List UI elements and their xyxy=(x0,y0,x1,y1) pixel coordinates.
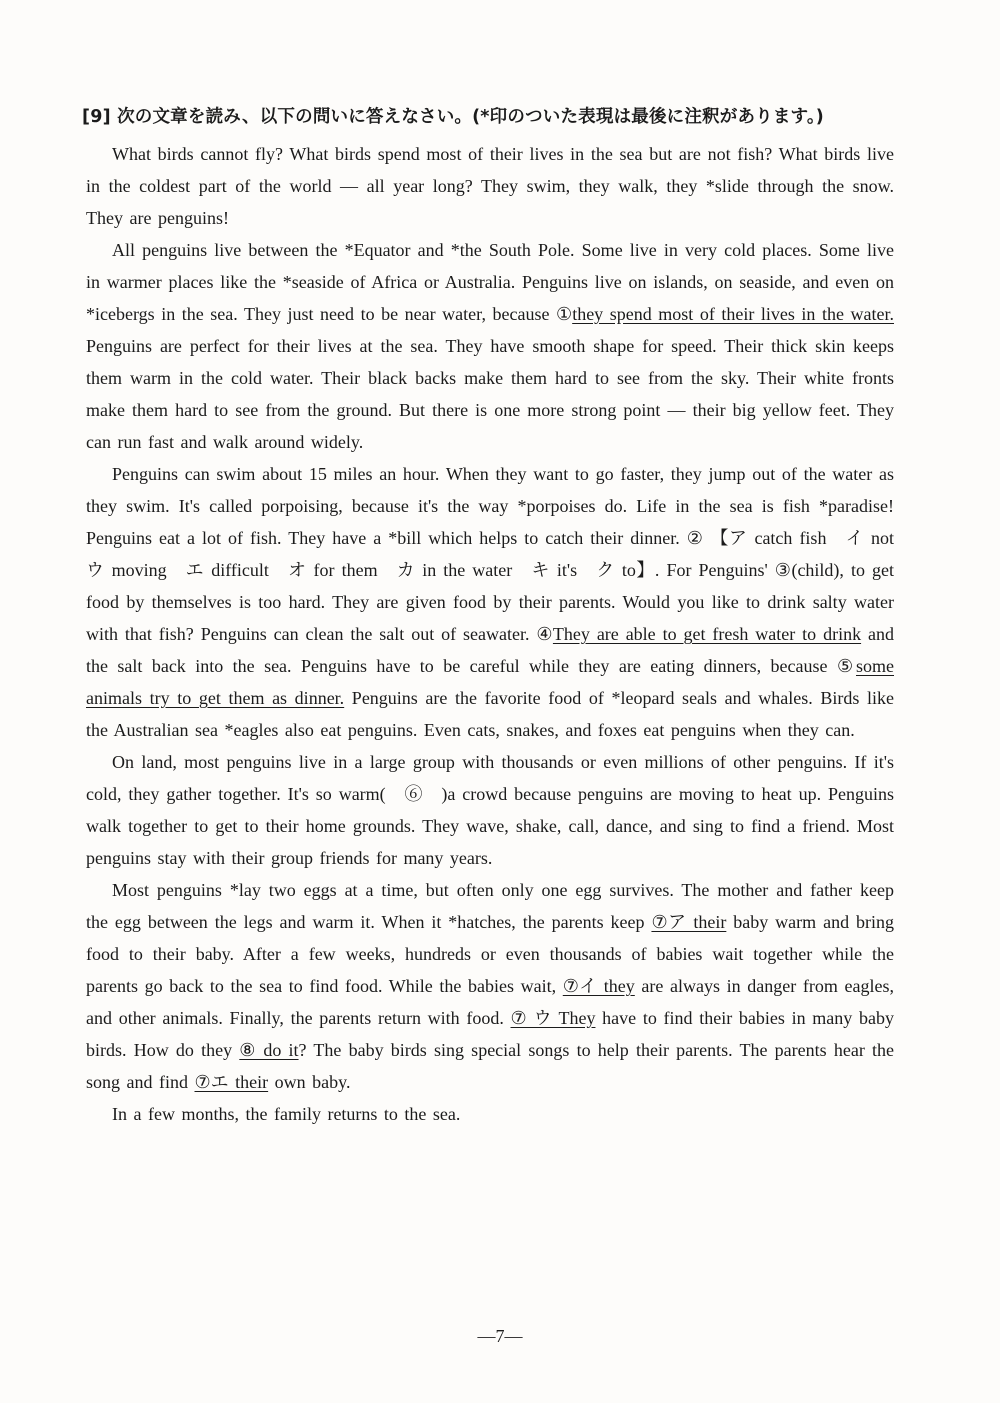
paragraph-3-text-c: Penguins are the favorite food of *leopard seals and whales. Birds like the Australian sea *eagles also eat penguins. Even cats, snakes, and foxes eat penguins when they can. xyxy=(86,688,895,740)
paragraph-4 xyxy=(86,746,894,874)
underlined-7d: ⑦エ their xyxy=(194,1072,269,1092)
paragraph-3 xyxy=(86,458,912,746)
paragraph-5-text-b: baby warm and bring food to their baby. After a few weeks, hundreds or even thousands of babies wait together while the parents go back to the sea to find food. While the babies wait, xyxy=(86,912,895,996)
paragraph-5-text-d: have to find their babies in many baby birds. How do they xyxy=(86,1008,894,1060)
underlined-phrase-5: some animals try to get them as dinner. xyxy=(86,656,894,708)
marker-4: ④ xyxy=(536,624,553,644)
marker-5: ⑤ xyxy=(836,656,856,676)
paragraph-6-text: In a few months, the family returns to the sea. xyxy=(112,1104,461,1124)
underlined-8: ⑧ do it xyxy=(239,1040,299,1060)
paragraph-6 xyxy=(86,1098,894,1130)
paragraph-5-text-c: are always in danger from eagles, and other animals. Finally, the parents return with food. xyxy=(86,976,894,1028)
paragraph-5-text-a: Most penguins *lay two eggs at a time, but often only one egg survives. The mother and father keep the egg between the legs and warm it. When it *hatches, the parents keep xyxy=(86,880,894,932)
underlined-phrase-4: They are able to get fresh water to drink xyxy=(552,624,862,644)
paragraph-3-text-a: Penguins can swim about 15 miles an hour. When they want to go faster, they jump out of the water as they swim. It's called porpoising, because it's the way *porpoises do. Life in the sea is fish *paradise! Penguins eat a lot of fish. They have a *bill which helps to catch their dinner. ② 【ア catch fish イ not ウ moving エ difficult オ for them カ in the water キ it's ク to】. For Penguins' ③(child), to get food by themselves is too hard. They are given food by their parents. Would you like to drink salty water with that fish? Penguins can clean the salt out of seawater. xyxy=(86,464,912,644)
paragraph-3-text-b: and the salt back into the sea. Penguins have to be careful while they are eating dinners, because xyxy=(86,624,894,676)
document-page xyxy=(82,102,912,1130)
paragraph-5-text-e: ? The baby birds sing special songs to help their parents. The parents hear the song and find xyxy=(86,1040,895,1092)
paragraph-5 xyxy=(86,874,894,1098)
question-heading: [9] 次の文章を読み、以下の問いに答えなさい。(*印のついた表現は最後に注釈があります。) xyxy=(82,107,825,127)
underlined-7b: ⑦イ they xyxy=(562,976,635,996)
page-number: —7— xyxy=(477,1326,523,1346)
paragraph-4-text: On land, most penguins live in a large group with thousands or even millions of other penguins. If it's cold, they gather together. It's so warm( ⑥ )a crowd because penguins are moving to heat up. Penguins walk together to get to their home grounds. They wave, shake, call, dance, and sing to find a friend. Most penguins stay with their group friends for many years. xyxy=(86,752,894,868)
marker-1: ① xyxy=(556,304,573,324)
underlined-7a: ⑦ア their xyxy=(651,912,727,932)
paragraph-2-text-a: All penguins live between the *Equator and *the South Pole. Some live in very cold places. Some live in warmer places like the *seaside of Africa or Australia. Penguins live on islands, on seaside, and even on *icebergs in the sea. They just need to be near water, because xyxy=(86,240,894,324)
paragraph-1-text: What birds cannot fly? What birds spend most of their lives in the sea but are not fish? What birds live in the coldest part of the world — all year long? They swim, they walk, they *slide through the snow. They are penguins! xyxy=(86,144,894,228)
paragraph-1 xyxy=(86,138,894,234)
paragraph-2 xyxy=(86,234,894,458)
underlined-7c: ⑦ ウ They xyxy=(510,1008,596,1028)
underlined-phrase-1: they spend most of their lives in the water. xyxy=(572,304,894,324)
paragraph-5-text-f: own baby. xyxy=(268,1072,351,1092)
paragraph-2-text-b: Penguins are perfect for their lives at the sea. They have smooth shape for speed. Their thick skin keeps them warm in the cold water. Their black backs make them hard to see from the sky. Their white fronts make them hard to see from the ground. But there is one more strong point — their big yellow feet. They can run fast and walk around widely. xyxy=(86,336,894,452)
